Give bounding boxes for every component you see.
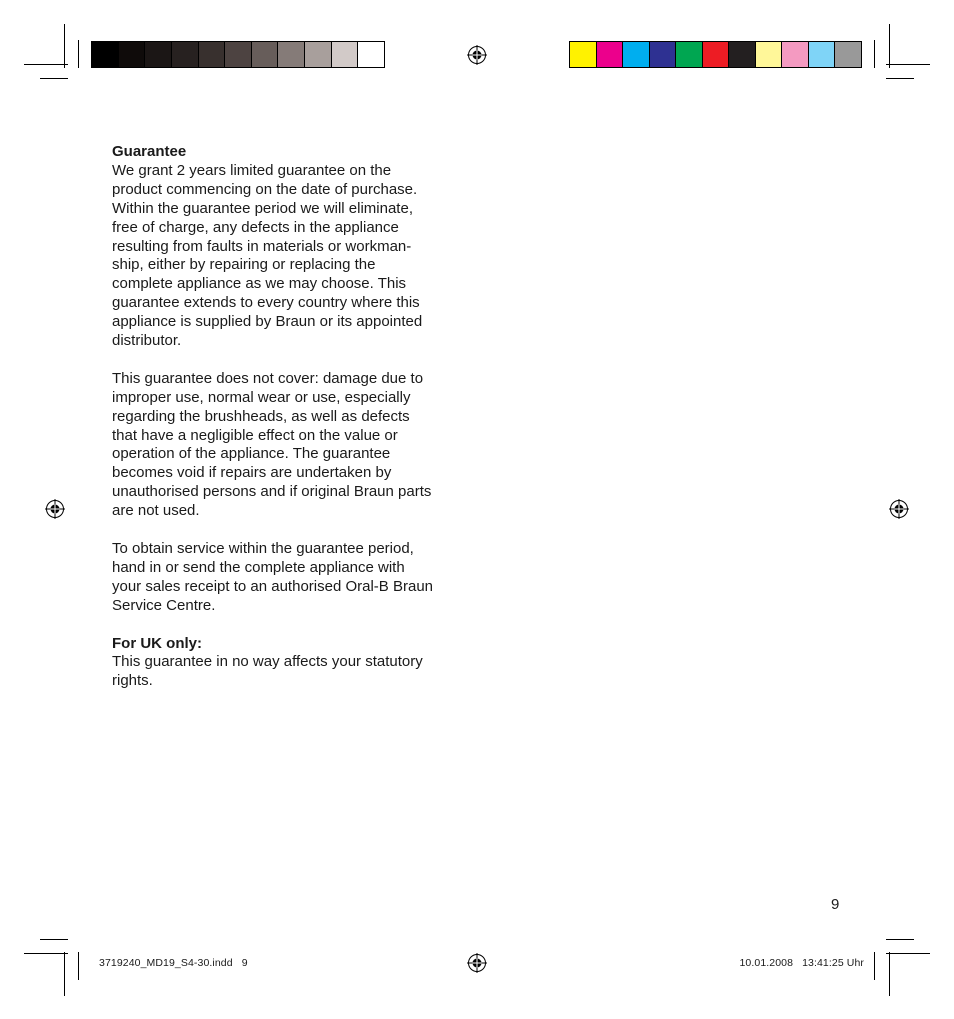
body-line: operation of the appliance. The guarantee [112,445,391,463]
slug-timestamp: 10.01.2008 13:41:25 Uhr [739,957,864,969]
gray-swatch [252,42,279,67]
crop-mark-bottom-right-inner-horizontal [886,939,914,940]
body-line: We grant 2 years limited guarantee on the [112,161,392,179]
color-swatch [809,42,836,67]
crop-mark-bottom-left-horizontal [24,953,68,954]
color-swatch [756,42,783,67]
registration-target-icon [467,953,487,973]
body-line: This guarantee does not cover: damage due to [112,369,424,387]
body-line: hand in or send the complete appliance with [112,558,405,576]
color-swatch [703,42,730,67]
section-heading: Guarantee [112,143,187,160]
crop-mark-top-left-inner [78,40,79,68]
gray-control-strip [91,41,385,68]
body-line: resulting from faults in materials or workman- [112,237,412,255]
paragraph-gap [112,351,472,370]
body-line: Within the guarantee period we will eliminate, [112,199,413,217]
color-swatch [676,42,703,67]
crop-mark-top-right-horizontal [886,64,930,65]
body-line: regarding the brushheads, as well as defects [112,407,410,425]
guarantee-text-column [112,143,472,691]
body-line: complete appliance as we may choose. This [112,275,407,293]
crop-mark-top-right-vertical [889,24,890,68]
color-swatch [597,42,624,67]
crop-mark-top-left-horizontal [24,64,68,65]
body-line: rights. [112,672,153,690]
registration-target-icon [467,45,487,65]
page-number: 9 [831,896,840,913]
gray-swatch [145,42,172,67]
color-swatch [623,42,650,67]
body-line: distributor. [112,332,182,350]
body-line: This guarantee in no way affects your statutory [112,653,423,671]
body-line: ship, either by repairing or replacing the [112,256,376,274]
slug-file-info: 3719240_MD19_S4-30.indd 9 [99,957,248,969]
registration-target-icon [889,499,909,519]
gray-swatch [278,42,305,67]
crop-mark-bottom-right-horizontal [886,953,930,954]
body-line: your sales receipt to an authorised Oral-B Braun [112,577,433,595]
body-line: To obtain service within the guarantee period, [112,540,414,557]
crop-mark-top-left-vertical [64,24,65,68]
gray-swatch [358,42,384,67]
gray-swatch [305,42,332,67]
body-line: improper use, normal wear or use, especially [112,388,411,406]
crop-mark-top-left-inner-horizontal [40,78,68,79]
crop-mark-bottom-right-inner [874,952,875,980]
gray-swatch [225,42,252,67]
crop-mark-bottom-left-inner-horizontal [40,939,68,940]
body-line: becomes void if repairs are undertaken by [112,464,392,482]
body-line: appliance is supplied by Braun or its appointed [112,313,423,331]
gray-swatch [119,42,146,67]
gray-swatch [172,42,199,67]
paragraph-gap [112,521,472,540]
crop-mark-bottom-left-inner [78,952,79,980]
gray-swatch [332,42,359,67]
registration-target-icon [45,499,65,519]
body-line: free of charge, any defects in the appliance [112,218,399,236]
section-heading: For UK only: [112,634,202,652]
color-swatch [729,42,756,67]
color-swatch [650,42,677,67]
color-swatch [835,42,861,67]
body-line: unauthorised persons and if original Braun parts [112,483,432,501]
body-line: that have a negligible effect on the value or [112,426,398,444]
body-line: are not used. [112,502,200,520]
body-line: product commencing on the date of purchase. [112,180,418,198]
color-control-strip [569,41,862,68]
crop-mark-bottom-left-vertical [64,952,65,996]
crop-mark-bottom-right-vertical [889,952,890,996]
color-swatch [782,42,809,67]
crop-mark-top-right-inner [874,40,875,68]
gray-swatch [199,42,226,67]
body-line: guarantee extends to every country where this [112,294,420,312]
paragraph-gap [112,616,472,635]
gray-swatch [92,42,119,67]
crop-mark-top-right-inner-horizontal [886,78,914,79]
color-swatch [570,42,597,67]
body-line: Service Centre. [112,596,216,614]
